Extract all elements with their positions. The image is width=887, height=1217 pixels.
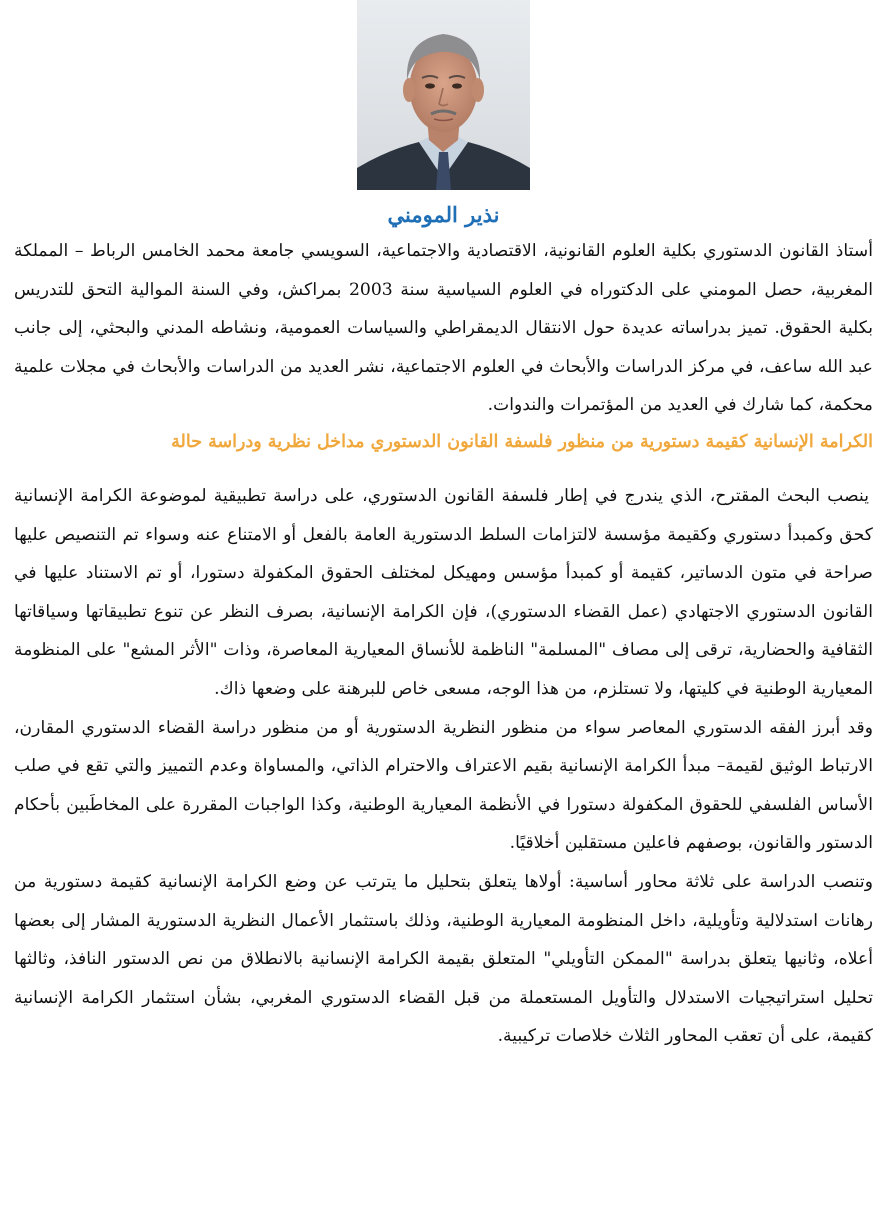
article-paragraph-1: ينصب البحث المقترح، الذي يندرج في إطار فلسفة القانون الدستوري، على دراسة تطبيقية لموضوعة الكرامة الإنسانية كحق وكمبدأ دستوري وكقيمة مؤسسة لالتزامات السلط الدستورية العامة بالفعل أو الامتناع عنه وسواء تم التنصيص عليها صراحة في متون الدساتير، كقيمة أو كمبدأ مؤسس ومهيكل لمختلف الحقوق المكفولة دستورا، أو تم الاستناد عليها في القانون الدستوري الاجتهادي (عمل القضاء الدستوري)، فإن الكرامة الإنسانية، بصرف النظر عن تنوع تطبيقاتها وسياقاتها الثقافية والحضارية، ترقى إلى مصاف "المسلمة" الناظمة للأنساق المعيارية المعاصرة، وذات "الأثر المشع" على المنظومة المعيارية الوطنية في كليتها، ولا تستلزم، من هذا الوجه، مسعى خاص للبرهنة على وضعها ذاك. (14, 485, 873, 699)
article-paragraph-3: وتنصب الدراسة على ثلاثة محاور أساسية: أولاها يتعلق بتحليل ما يترتب عن وضع الكرامة الإنسانية كقيمة دستورية من رهانات استدلالية وتأويلية، داخل المنظومة المعيارية الوطنية، وذلك باستثمار الأعمال النظرية الدستورية المشار إلى بعضها أعلاه، وثانيها يتعلق بدراسة "الممكن التأويلي" المتعلق بقيمة الكرامة الإنسانية بالانطلاق من نص الدستور النافذ، وثالثها تحليل استراتيجيات الاستدلال والتأويل المستعملة من قبل القضاء الدستوري المغربي، بشأن استثمار الكرامة الإنسانية كقيمة، على أن تعقب المحاور الثلاث خلاصات تركيبية. (14, 871, 873, 1047)
article-title: الكرامة الإنسانية كقيمة دستورية من منظور فلسفة القانون الدستوري مداخل نظرية ودراسة حالة (171, 431, 873, 452)
author-name: نذير المومني (387, 202, 500, 227)
author-photo (357, 0, 530, 190)
author-bio: أستاذ القانون الدستوري بكلية العلوم القانونية، الاقتصادية والاجتماعية، السويسي جامعة محمد الخامس الرباط – المملكة المغربية، حصل المومني على الدكتوراه في العلوم السياسية سنة 2003 بمراكش، وفي السنة الموالية التحق للتدريس بكلية الحقوق. تميز بدراساته عديدة حول الانتقال الديمقراطي والسياسات العمومية، ونشاطه المدني والبحثي، إلى جانب عبد الله ساعف، في مركز الدراسات والأبحاث في العلوم الاجتماعية، نشر العديد من الدراسات والأبحاث في مجلات علمية محكمة، كما شارك في العديد من المؤتمرات والندوات. (14, 241, 873, 416)
article-paragraph-2: وقد أبرز الفقه الدستوري المعاصر سواء من منظور النظرية الدستورية أو من منظور دراسة القضاء الدستوري المقارن، الارتباط الوثيق لقيمة– مبدأ الكرامة الإنسانية بقيم الاعتراف والاحترام الذاتي، والمساواة وعدم التمييز والتي تقع في صلب الأساس الفلسفي للحقوق المكفولة دستورا في الأنظمة المعيارية الوطنية، وكذا الواجبات المقررة على المخاطَبين بأحكام الدستور والقانون، بوصفهم فاعلين مستقلين أخلاقيًا. (14, 717, 873, 854)
